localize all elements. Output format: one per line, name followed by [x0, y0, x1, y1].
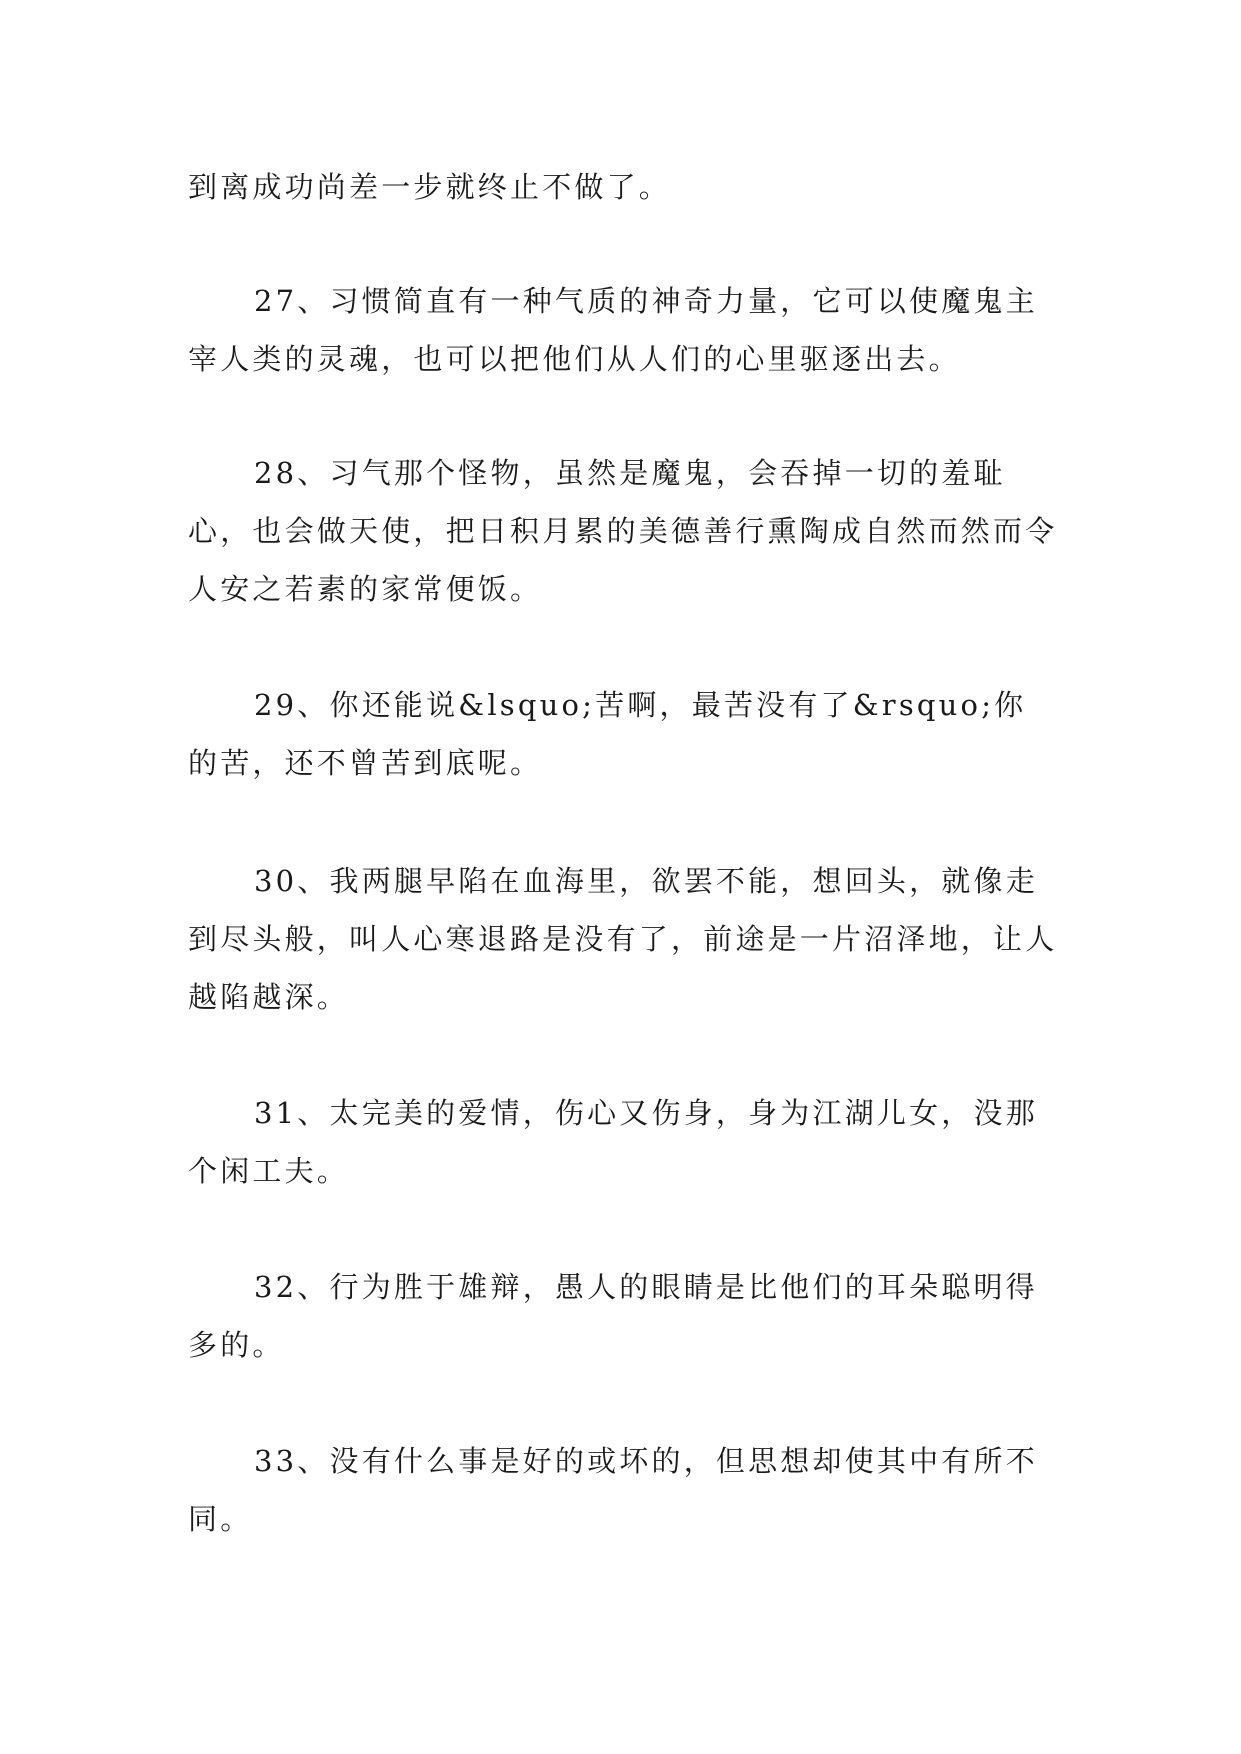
quote-28: 28、习气那个怪物，虽然是魔鬼，会吞掉一切的羞耻心，也会做天使，把日积月累的美德善行熏陶成自然而然而令人安之若素的家常便饭。 [188, 456, 1058, 606]
paragraph-continuation: 到离成功尚差一步就终止不做了。 [188, 170, 672, 204]
quote-32: 32、行为胜于雄辩，愚人的眼睛是比他们的耳朵聪明得多的。 [188, 1270, 1038, 1362]
quote-33: 33、没有什么事是好的或坏的，但思想却使其中有所不同。 [188, 1444, 1038, 1536]
quote-30: 30、我两腿早陷在血海里，欲罢不能，想回头，就像走到尽头般，叫人心寒退路是没有了，前途是一片沼泽地，让人越陷越深。 [188, 864, 1058, 1014]
quote-27: 27、习惯简直有一种气质的神奇力量，它可以使魔鬼主宰人类的灵魂，也可以把他们从人们的心里驱逐出去。 [188, 284, 1038, 376]
quote-31: 31、太完美的爱情，伤心又伤身，身为江湖儿女，没那个闲工夫。 [188, 1096, 1038, 1188]
quote-29: 29、你还能说&lsquo;苦啊，最苦没有了&rsquo;你的苦，还不曾苦到底呢。 [188, 688, 1027, 780]
